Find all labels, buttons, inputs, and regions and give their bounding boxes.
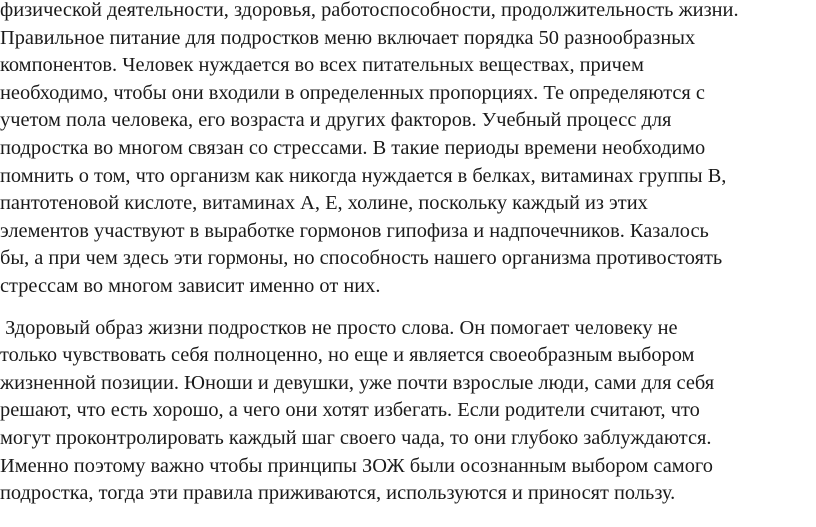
- text-line: компонентов. Человек нуждается во всех питательных веществах, причем: [0, 54, 644, 77]
- text-line: элементов участвуют в выработке гормонов гипофиза и надпочечников. Казалось: [0, 219, 709, 242]
- paragraph-spacer: [0, 301, 816, 315]
- text-line: Здоровый образ жизни подростков не просто слова. Он помогает человеку не: [0, 316, 678, 339]
- text-line: подростка, тогда эти правила приживаются, используются и приносят пользу.: [0, 482, 676, 505]
- text-line: необходимо, чтобы они входили в определенных пропорциях. Те определяются с: [0, 81, 705, 104]
- text-line: бы, а при чем здесь эти гормоны, но способность нашего организма противостоять: [0, 247, 723, 270]
- text-line: только чувствовать себя полноценно, но еще и является своеобразным выбором: [0, 344, 695, 367]
- paragraph-healthy-lifestyle: [0, 315, 816, 508]
- text-line: Именно поэтому важно чтобы принципы ЗОЖ были осознанным выбором самого: [0, 454, 713, 477]
- text-line: физической деятельности, здоровья, работоспособности, продолжительность жизни.: [0, 0, 739, 21]
- text-line: помнить о том, что организм как никогда нуждается в белках, витаминах группы В,: [0, 164, 727, 187]
- text-line: пантотеновой кислоте, витаминах А, Е, холине, поскольку каждый из этих: [0, 192, 648, 215]
- text-line: решают, что есть хорошо, а чего они хотят избегать. Если родители считают, что: [0, 399, 700, 422]
- text-line: подростка во многом связан со стрессами. В такие периоды времени необходимо: [0, 136, 706, 159]
- text-line: могут проконтролировать каждый шаг своего чада, то они глубоко заблуждаются.: [0, 426, 712, 449]
- text-line: жизненной позиции. Юноши и девушки, уже почти взрослые люди, сами для себя: [0, 371, 715, 394]
- text-line: стрессам во многом зависит именно от них.: [0, 274, 381, 297]
- text-line: учетом пола человека, его возраста и других факторов. Учебный процесс для: [0, 109, 672, 132]
- text-line: Правильное питание для подростков меню включает порядка 50 разнообразных: [0, 26, 696, 49]
